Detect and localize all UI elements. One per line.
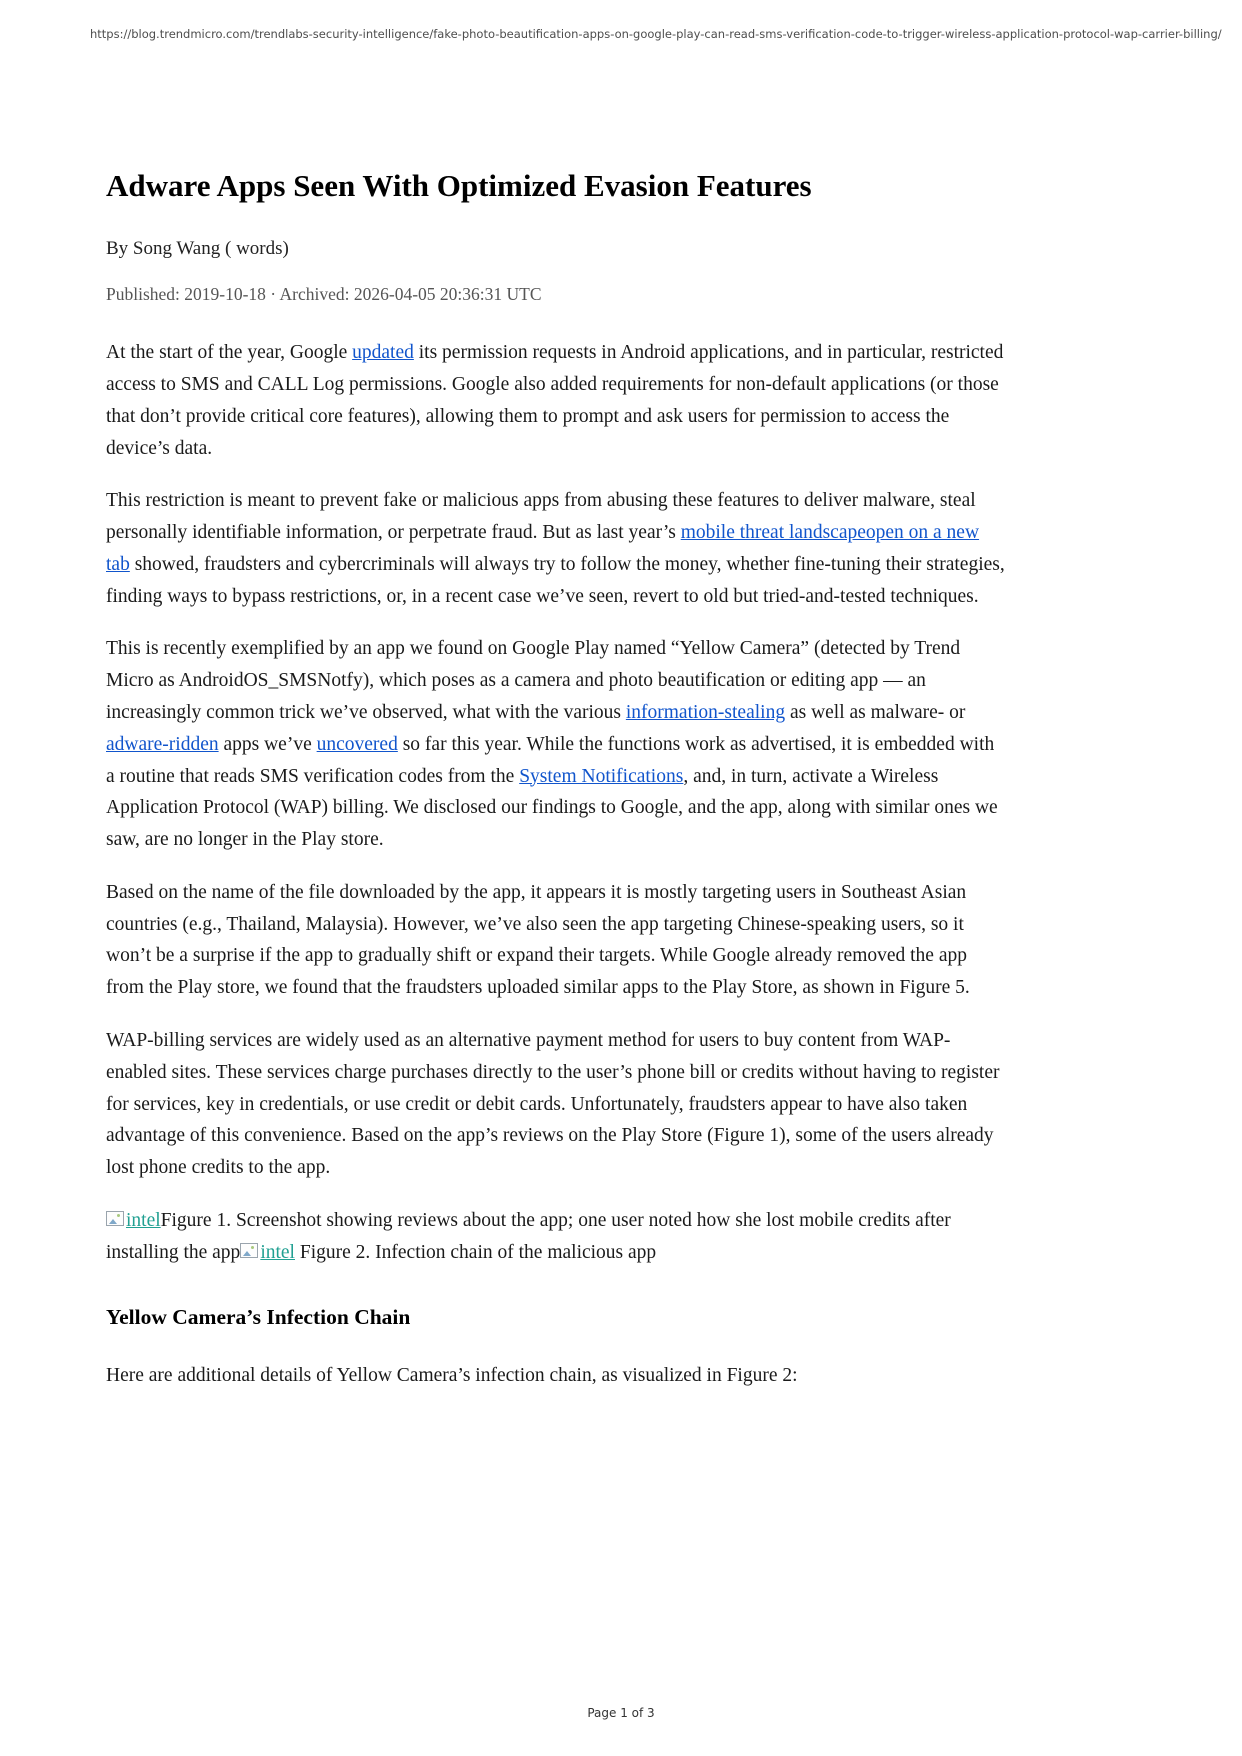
broken-image-placeholder bbox=[240, 1242, 295, 1263]
page-url: https://blog.trendmicro.com/trendlabs-security-intelligence/fake-photo-beautification-apps-on-google-play-can-read-sms-verification-code-to-trigger-wireless-application-protocol-wap-carrier-billing/ bbox=[90, 27, 1222, 41]
page-footer: Page 1 of 3 bbox=[587, 1706, 655, 1720]
body-paragraph: At the start of the year, Google updated its permission requests in Android applications, and in particular, restricted access to SMS and CALL Log permissions. Google also added requirements for non-default applications (or those that don’t provide critical core features), allowing them to prompt and ask users for permission to access the device’s data. bbox=[106, 342, 1004, 459]
body-paragraph: WAP-billing services are widely used as an alternative payment method for users to buy content from WAP-enabled sites. These services charge purchases directly to the user’s phone bill or credits without having to register for services, key in credentials, or use credit or debit cards. Unfortunately, fraudsters appear to have also taken advantage of this convenience. Based on the app’s reviews on the Play Store (Figure 1), some of the users already lost phone credits to the app. bbox=[106, 1030, 1000, 1179]
broken-image-icon bbox=[240, 1243, 258, 1258]
page-title: Adware Apps Seen With Optimized Evasion Features bbox=[106, 168, 812, 203]
body-paragraph: This is recently exemplified by an app we found on Google Play named “Yellow Camera” (detected by Trend Micro as AndroidOS_SMSNotfy), which poses as a camera and photo beautification or editing app — an increasingly common trick we’ve observed, what with the various information-stealing as well as malware- or adware-ridden apps we’ve uncovered so far this year. While the functions work as advertised, it is embedded with a routine that reads SMS verification codes from the System Notifications, and, in turn, activate a Wireless Application Protocol (WAP) billing. We disclosed our findings to Google, and the app, along with similar ones we saw, are no longer in the Play store. bbox=[106, 638, 998, 851]
inline-link[interactable]: adware-ridden bbox=[106, 733, 219, 755]
inline-link[interactable]: updated bbox=[352, 342, 414, 364]
inline-link[interactable]: uncovered bbox=[316, 733, 398, 755]
publish-meta: Published: 2019-10-18 · Archived: 2026-04-05 20:36:31 UTC bbox=[106, 284, 542, 305]
broken-image-alt-link[interactable]: intel bbox=[126, 1209, 161, 1231]
byline: By Song Wang ( words) bbox=[106, 238, 289, 260]
broken-image-placeholder bbox=[106, 1210, 161, 1231]
figure-caption-paragraph: intelFigure 1. Screenshot showing reviews about the app; one user noted how she lost mobile credits after installing the app intel Figure 2. Infection chain of the malicious app bbox=[106, 1209, 951, 1263]
broken-image-icon bbox=[106, 1211, 124, 1226]
inline-link[interactable]: mobile threat landscapeopen on a new tab bbox=[106, 522, 980, 575]
section-heading: Yellow Camera’s Infection Chain bbox=[106, 1304, 411, 1329]
inline-link[interactable]: information-stealing bbox=[625, 702, 786, 723]
inline-link[interactable]: System Notifications bbox=[519, 765, 684, 787]
body-paragraph: This restriction is meant to prevent fake or malicious apps from abusing these features to deliver malware, steal personally identifiable information, or perpetrate fraud. But as last year’s mobile threat landscapeopen on a new tab showed, fraudsters and cybercriminals will always try to follow the money, whether fine-tuning their strategies, finding ways to bypass restrictions, or, in a recent case we’ve seen, revert to old but tried-and-tested techniques. bbox=[106, 490, 1005, 607]
article bbox=[106, 167, 1006, 1391]
body-paragraph: Here are additional details of Yellow Camera’s infection chain, as visualized in Figure 2: bbox=[106, 1364, 798, 1386]
broken-image-alt-link[interactable]: intel bbox=[260, 1241, 295, 1263]
body-paragraph: Based on the name of the file downloaded by the app, it appears it is mostly targeting users in Southeast Asian countries (e.g., Thailand, Malaysia). However, we’ve also seen the app targeting Chinese-speaking users, so it won’t be a surprise if the app to gradually shift or expand their targets. While Google already removed the app from the Play store, we found that the fraudsters uploaded similar apps to the Play Store, as shown in Figure 5. bbox=[106, 881, 970, 999]
